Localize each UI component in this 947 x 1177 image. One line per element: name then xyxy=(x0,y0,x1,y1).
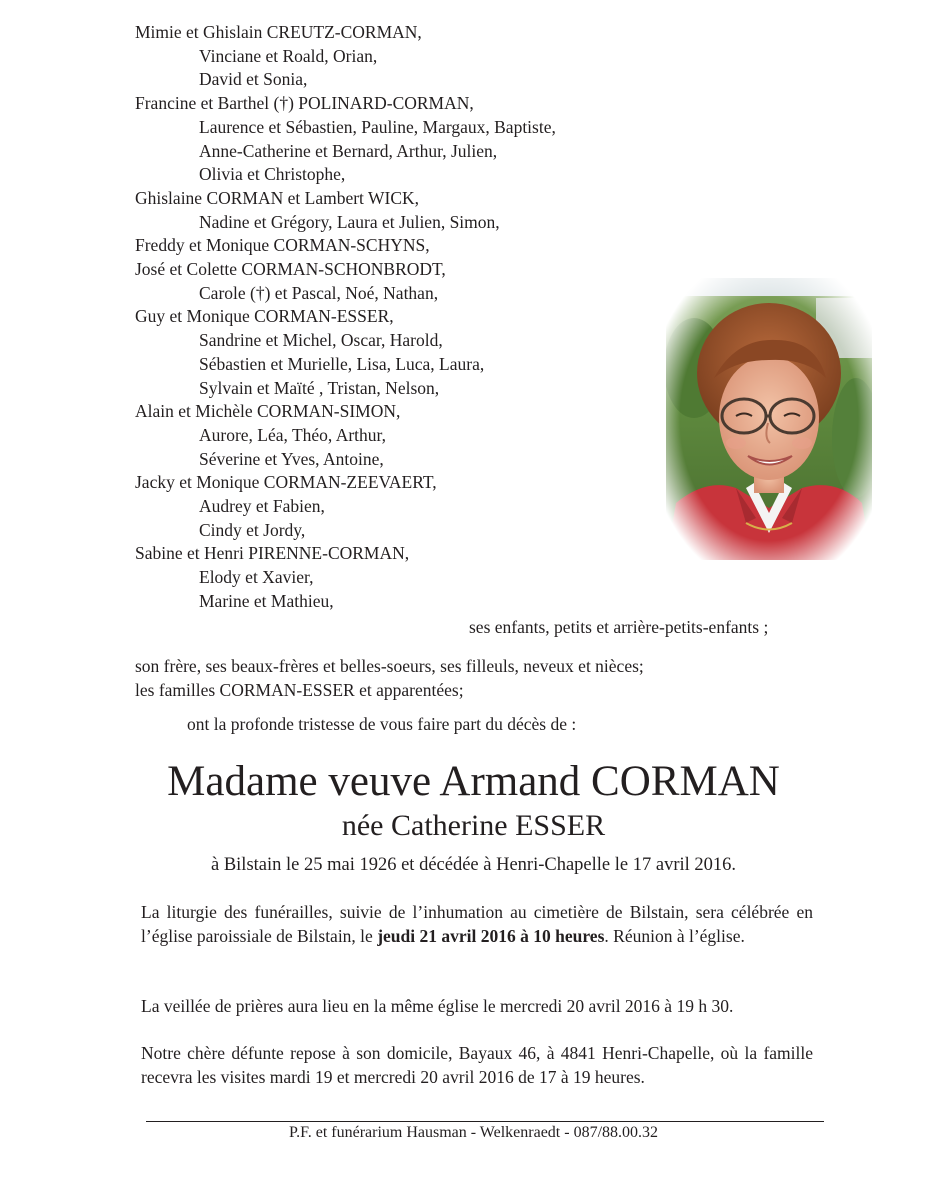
family-line-descendants: Nadine et Grégory, Laura et Julien, Simon, xyxy=(199,211,500,232)
family-line-descendants: Elody et Xavier, xyxy=(199,567,314,588)
funeral-home-footer: P.F. et funérarium Hausman - Welkenraedt - 087/88.00.32 xyxy=(288,1124,659,1141)
funeral-text-after: . Réunion à l’église. xyxy=(604,925,745,946)
family-line-descendants: Carole (†) et Pascal, Noé, Nathan, xyxy=(199,282,439,303)
visits-paragraph: Notre chère défunte repose à son domicile, Bayaux 46, à 4841 Henri-Chapelle, où la famille recevra les visites mardi 19 et mercredi 20 avril 2016 de 17 à 19 heures. xyxy=(141,1043,813,1087)
relatives-line: les familles CORMAN-ESSER et apparentées; xyxy=(135,679,464,700)
vigil-paragraph: La veillée de prières aura lieu en la même église le mercredi 20 avril 2016 à 19 h 30. xyxy=(141,996,734,1016)
family-line-descendants: Aurore, Léa, Théo, Arthur, xyxy=(199,424,387,445)
relatives-block xyxy=(135,655,644,702)
family-line-descendants: Cindy et Jordy, xyxy=(199,519,306,540)
family-line-couple: Jacky et Monique CORMAN-ZEEVAERT, xyxy=(135,472,437,493)
family-summary: ses enfants, petits et arrière-petits-enfants ; xyxy=(469,617,769,637)
family-line-descendants: Vinciane et Roald, Orian, xyxy=(199,45,378,66)
family-line-couple: Francine et Barthel (†) POLINARD-CORMAN, xyxy=(135,93,474,114)
announcement-text: ont la profonde tristesse de vous faire part du décès de : xyxy=(187,714,577,734)
birth-death-dates: à Bilstain le 25 mai 1926 et décédée à Henri-Chapelle le 17 avril 2016. xyxy=(210,855,737,875)
family-line-descendants: Laurence et Sébastien, Pauline, Margaux, Baptiste, xyxy=(199,116,556,137)
funeral-text-before: La liturgie des funérailles, suivie de l’inhumation au cimetière de Bilstain, sera célébrée en l’église paroissiale de Bilstain, le xyxy=(141,902,813,946)
relatives-line: son frère, ses beaux-frères et belles-soeurs, ses filleuls, neveux et nièces; xyxy=(135,656,644,676)
footer-divider xyxy=(146,1121,824,1122)
family-line-couple: Ghislaine CORMAN et Lambert WICK, xyxy=(135,187,420,208)
family-line-descendants: Séverine et Yves, Antoine, xyxy=(199,448,384,469)
deceased-name: Madame veuve Armand CORMAN xyxy=(167,758,780,805)
family-line-descendants: Marine et Mathieu, xyxy=(199,590,334,611)
family-line-couple: Sabine et Henri PIRENNE-CORMAN, xyxy=(135,543,410,564)
family-line-descendants: Sébastien et Murielle, Lisa, Luca, Laura, xyxy=(199,353,485,374)
family-line-descendants: Audrey et Fabien, xyxy=(199,496,325,517)
family-line-couple: Guy et Monique CORMAN-ESSER, xyxy=(135,306,394,327)
family-line-couple: Mimie et Ghislain CREUTZ-CORMAN, xyxy=(135,22,422,42)
family-line-couple: José et Colette CORMAN-SCHONBRODT, xyxy=(135,259,446,280)
family-line-couple: Freddy et Monique CORMAN-SCHYNS, xyxy=(135,235,430,256)
family-line-descendants: Anne-Catherine et Bernard, Arthur, Julien, xyxy=(199,140,498,161)
portrait-photo xyxy=(666,278,872,560)
funeral-paragraph xyxy=(141,901,813,948)
family-line-descendants: Sandrine et Michel, Oscar, Harold, xyxy=(199,330,443,351)
deceased-maiden-name: née Catherine ESSER xyxy=(341,809,606,842)
family-line-descendants: David et Sonia, xyxy=(199,69,308,90)
family-line-couple: Alain et Michèle CORMAN-SIMON, xyxy=(135,401,401,422)
family-line-descendants: Olivia et Christophe, xyxy=(199,164,346,185)
funeral-date-time: jeudi 21 avril 2016 à 10 heures xyxy=(377,925,605,946)
family-line-descendants: Sylvain et Maïté , Tristan, Nelson, xyxy=(199,377,440,398)
